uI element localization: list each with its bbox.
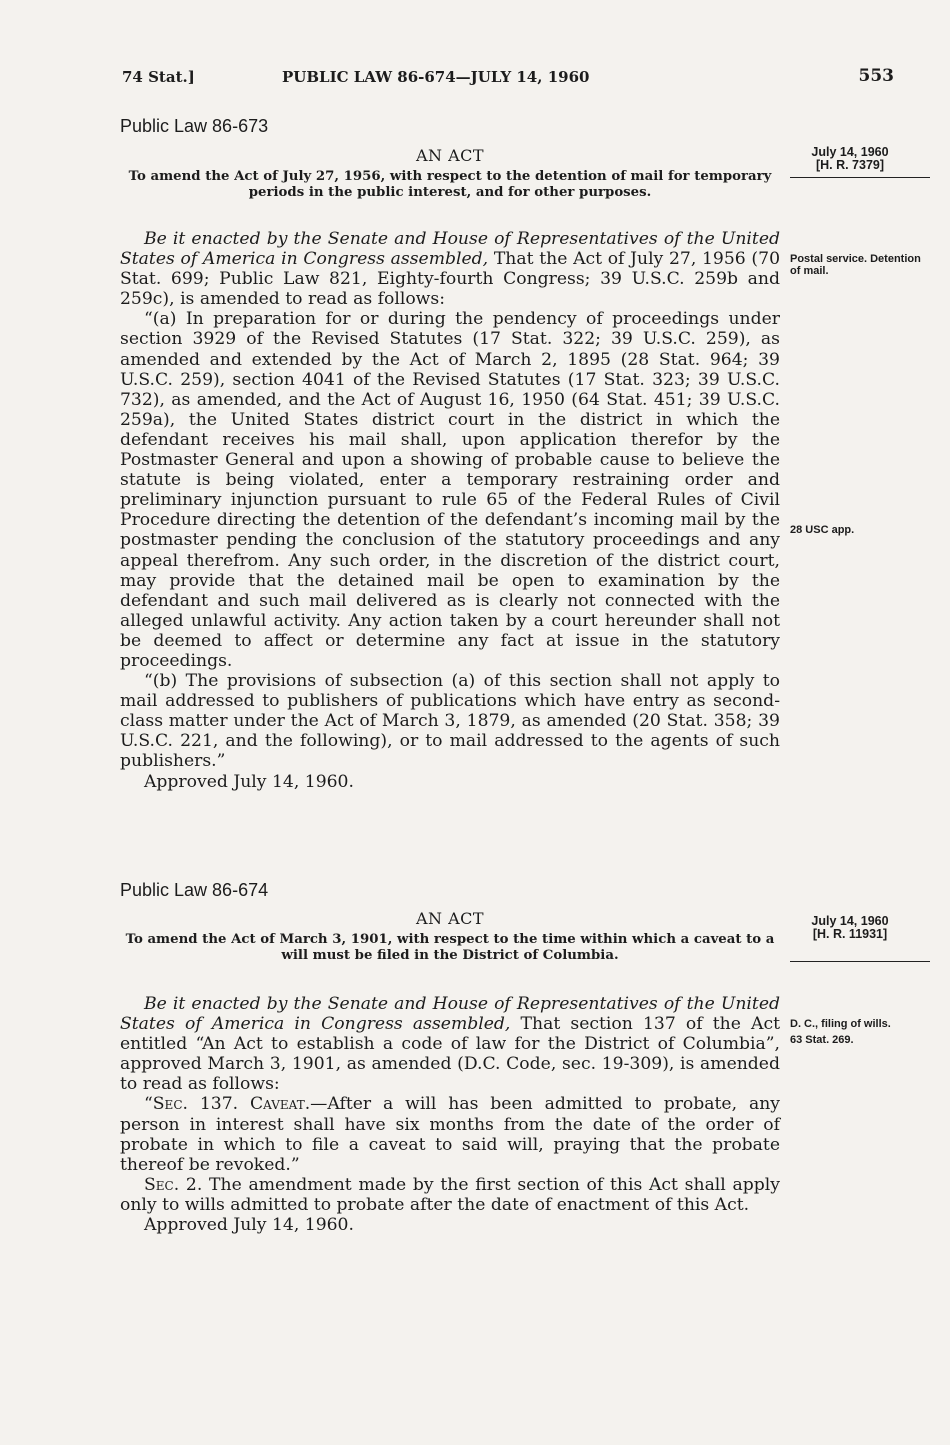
paragraph-text: That section 137 of the Act entitled “An Act to establish a code of law for the District of Columbia”, approved March 3, 1901, as amended (D.C. Code, sec. 19-309), is amended to read as follows:	[120, 1014, 781, 1095]
section-label: Sec. 2.	[144, 1174, 203, 1195]
side-bill: [H. R. 7379]	[815, 158, 885, 172]
law-86-673-act-head-block	[120, 146, 780, 201]
section-137	[120, 1094, 780, 1174]
enacting-paragraph	[120, 994, 780, 1094]
law-86-674-body	[120, 994, 780, 1235]
approval-date: Approved July 14, 1960.	[144, 771, 354, 792]
law-86-673-title-block	[120, 116, 780, 137]
running-header	[122, 66, 894, 90]
act-heading: AN ACT	[415, 909, 485, 928]
margin-citation-1	[790, 146, 930, 178]
side-date: July 14, 1960	[811, 145, 889, 159]
subsection-a: “(a) In preparation for or during the pendency of proceedings under section 3929 of the Revised Statutes (17 Stat. 322; 39 U.S.C. 259), as amended and extended by the Act of March 2, 1895 (28 Stat. 964; 39 U.S.C. 259), section 4041 of the Revised Statutes (17 Stat. 323; 39 U.S.C. 732), as amended, and the Act of August 16, 1950 (64 Stat. 451; 39 U.S.C. 259a), the United States district court in the district in which the defendant receives his mail shall, upon application therefor by the Postmaster General and upon a showing of probable cause to believe the statute is being violated, enter a temporary restraining order and preliminary injunction pursuant to rule 65 of the Federal Rules of Civil Procedure directing the detention of the defendant’s incoming mail by the postmaster pending the conclusion of the statutory proceedings and any appeal therefrom. Any such order, in the discretion of the district court, may provide that the detained mail be open to examination by the defendant and such mail delivered as is clearly not connected with the alleged unlawful activity. Any action taken by a court hereunder shall not be deemed to affect or determine any fact at issue in the statutory proceedings.	[120, 309, 780, 671]
enacting-clause: Be it enacted by the Senate and House of Representatives of the United States of America in Congress assembled,	[120, 994, 780, 1035]
side-note: D. C., filing of wills.	[790, 1018, 891, 1030]
law-86-674-title-block	[120, 880, 780, 901]
margin-citation-2	[790, 915, 930, 962]
law-86-674-act-head-block	[120, 909, 780, 964]
side-rule	[790, 177, 930, 178]
approval-date: Approved July 14, 1960.	[144, 1215, 354, 1236]
section-2	[120, 1175, 780, 1215]
law-title: Public Law 86-674	[120, 880, 269, 900]
statute-volume: 74 Stat.]	[122, 68, 195, 86]
law-title: Public Law 86-673	[120, 116, 269, 136]
section-text: The amendment made by the first section of this Act shall apply only to wills admitted to probate after the date of enactment of this Act.	[120, 1174, 780, 1215]
enacting-paragraph	[120, 229, 780, 309]
side-note: Postal service. Detention of mail.	[790, 253, 921, 277]
enacting-clause: Be it enacted by the Senate and House of Representatives of the United States of America in Congress assembled,	[120, 229, 780, 270]
page-number: 553	[858, 66, 894, 86]
margin-note-3	[790, 1018, 930, 1046]
side-bill: [H. R. 11931]	[812, 927, 888, 941]
paragraph-text: That the Act of July 27, 1956 (70 Stat. 699; Public Law 821, Eighty-fourth Congress; 39 U.S.C. 259b and 259c), is amended to read as follows:	[120, 249, 781, 310]
header-law-title: PUBLIC LAW 86-674—JULY 14, 1960	[282, 68, 590, 86]
margin-note-1	[790, 253, 928, 277]
act-heading: AN ACT	[415, 146, 485, 165]
side-date: July 14, 1960	[811, 914, 889, 928]
margin-note-2	[790, 524, 930, 536]
side-note: 28 USC app.	[790, 524, 855, 536]
act-purpose: To amend the Act of March 3, 1901, with respect to the time within which a caveat to a will must be filed in the District of Columbia.	[125, 932, 775, 963]
act-purpose: To amend the Act of July 27, 1956, with respect to the detention of mail for temporary periods in the public interest, and for other purposes.	[128, 169, 772, 200]
side-note: 63 Stat. 269.	[790, 1034, 854, 1046]
subsection-b: “(b) The provisions of subsection (a) of this section shall not apply to mail addressed to publishers of publications which have entry as second-class matter under the Act of March 3, 1879, as amended (20 Stat. 358; 39 U.S.C. 221, and the following), or to mail addressed to the agents of such publishers.”	[120, 671, 780, 772]
law-86-673-body	[120, 229, 780, 792]
section-text: —After a will has been admitted to probate, any person in interest shall have six months from the date of the order of probate in which to file a caveat to said will, praying that the probate thereof be revoked.”	[120, 1094, 780, 1175]
side-rule	[790, 961, 930, 962]
section-label: “Sec. 137. Caveat.	[144, 1094, 311, 1115]
